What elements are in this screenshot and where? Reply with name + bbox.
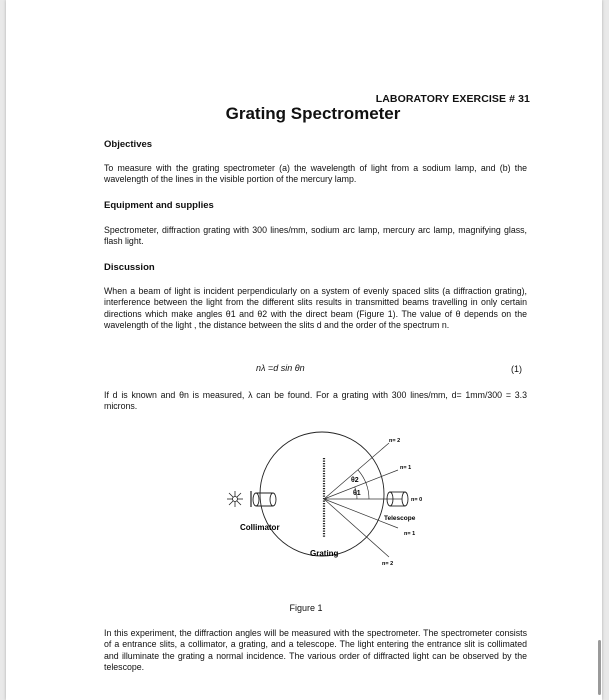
after-equation-text: If d is known and θn is measured, λ can be found. For a grating with 300 lines/mm, d= 1mm/300 = 3.3 microns. — [104, 390, 527, 412]
closing-text: In this experiment, the diffraction angles will be measured with the spectrometer. The spectrometer consists of a entrance slits, a collimator, a grating, and a telescope. The light entering the entrance slit is collimated and illuminate the grating a normal incidence. The various order of diffracted light can be observed by the telescope. — [104, 628, 527, 672]
order-label-top-2: n= 2 — [389, 438, 401, 444]
equipment-heading: Equipment and supplies — [104, 200, 214, 211]
discussion-heading: Discussion — [104, 262, 155, 273]
equipment-text: Spectrometer, diffraction grating with 300 lines/mm, sodium arc lamp, mercury arc lamp, magnifying glass, flash light. — [104, 225, 527, 247]
light-source-icon — [227, 491, 243, 507]
order-label-bottom-2: n= 2 — [382, 561, 394, 567]
spectrometer-circle — [260, 432, 384, 556]
diffracted-beams — [324, 443, 402, 557]
discussion-text: When a beam of light is incident perpendicularly on a system of evenly spaced slits (a diffraction grating), interference between the light from the different slits results in transmitted beams travelling in only certain directions which make angles θ1 and θ2 with the direct beam (Figure 1). The value of θ depends on the wavelength of the light , the distance between the slits d and the order of the spectrum n. — [104, 286, 527, 330]
objectives-heading: Objectives — [104, 139, 153, 150]
document-page — [6, 0, 602, 700]
collimator-label: Collimator — [240, 523, 280, 532]
equation-number: (1) — [511, 364, 522, 374]
theta2-label: θ2 — [351, 477, 359, 484]
scrollbar[interactable] — [598, 640, 601, 695]
exercise-label: LABORATORY EXERCISE # 31 — [375, 93, 530, 105]
grating-label: Grating — [310, 549, 339, 558]
spectrometer-figure — [206, 430, 456, 585]
equation: nλ =d sin θn — [256, 363, 305, 373]
collimator — [253, 493, 276, 506]
order-label-top-1: n= 1 — [400, 465, 412, 471]
objectives-text: To measure with the grating spectrometer (a) the wavelength of light from a sodium lamp, and (b) the wavelength of the lines in the visible portion of the mercury lamp. — [104, 163, 527, 185]
order-label-bottom-1: n= 1 — [404, 531, 416, 537]
telescope-label: Telescope — [384, 515, 416, 522]
figure-caption: Figure 1 — [289, 603, 323, 613]
spectrometer-diagram — [206, 430, 456, 585]
page-title: Grating Spectrometer — [225, 104, 401, 123]
theta1-label: θ1 — [353, 490, 361, 497]
order-label-zero: n= 0 — [411, 497, 423, 503]
